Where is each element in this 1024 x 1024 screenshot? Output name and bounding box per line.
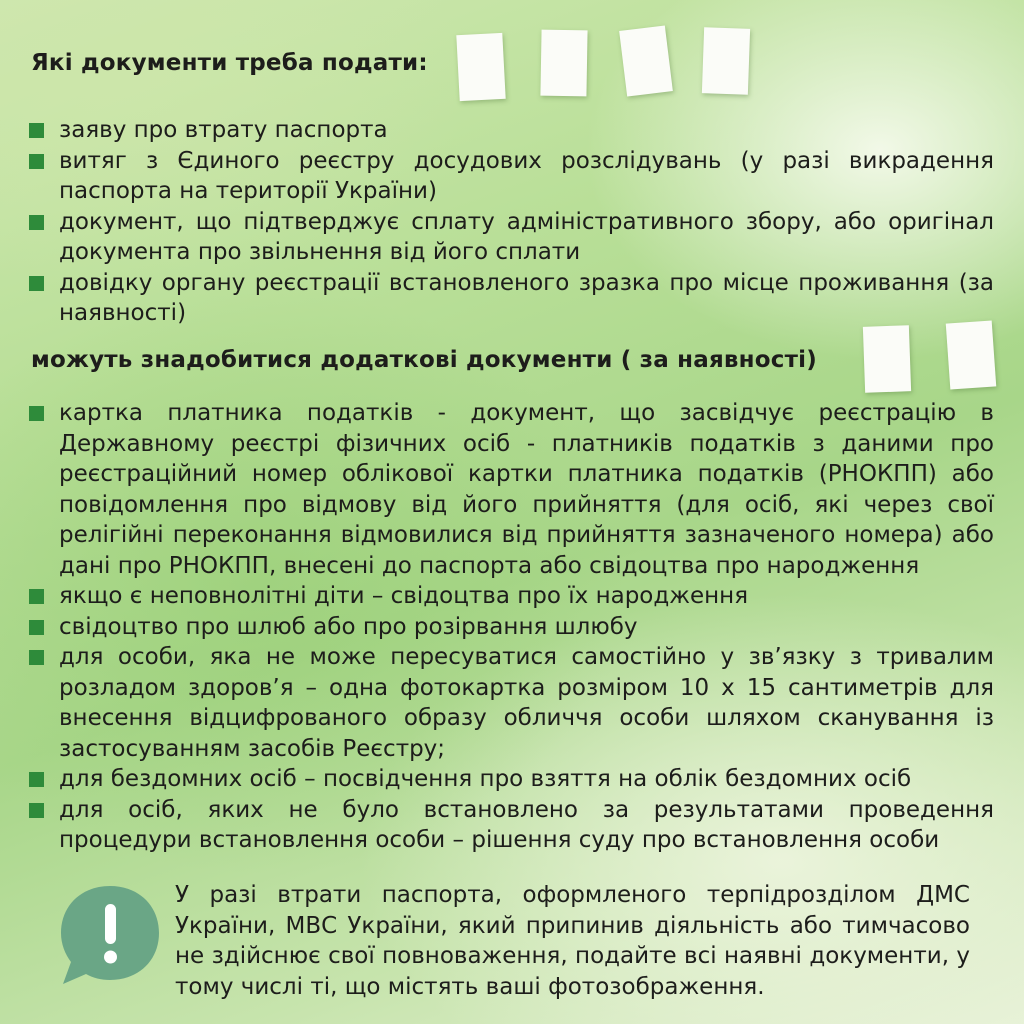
list-item xyxy=(28,115,994,146)
exclamation-icon xyxy=(55,880,165,990)
list-item xyxy=(28,612,994,643)
list-item xyxy=(28,795,994,856)
paper-sheet-decoration xyxy=(540,30,587,97)
list-item xyxy=(28,207,994,268)
list-item-text: для осіб, яких не було встановлено за результатами проведення процедури встановлення особи – рішення суду про встановлення особи xyxy=(59,796,994,853)
list-item-text: якщо є неповнолітні діти – свідоцтва про їх народження xyxy=(59,583,749,609)
list-item-text: витяг з Єдиного реєстру досудових розслідувань (у разі викрадення паспорта на території України) xyxy=(59,147,994,204)
list-item xyxy=(28,268,994,329)
bullet-square-icon xyxy=(29,123,44,138)
list-item-text: для бездомних осіб – посвідчення про взяття на облік бездомних осіб xyxy=(59,766,912,792)
paper-sheet-decoration xyxy=(946,320,996,389)
list-item-text: документ, що підтверджує сплату адміністративного збору, або оригінал документа про звільнення від його сплати xyxy=(59,208,994,265)
list-item-text: довідку органу реєстрації встановленого зразка про місце проживання (за наявності) xyxy=(59,269,994,326)
section2-title: можуть знадобитися додаткові документи ( за наявності) xyxy=(31,347,817,373)
bullet-square-icon xyxy=(29,589,44,604)
list-item xyxy=(28,764,994,795)
paper-sheet-decoration xyxy=(456,33,505,101)
bullet-square-icon xyxy=(29,620,44,635)
list-item-text: для особи, яка не може пересуватися самостійно у зв’язку з тривалим розладом здоров’я – одна фотокартка розміром 10 х 15 сантиметрів для внесення відцифрованого образу обличчя особи шляхом сканування із застосуванням засобів Реєстру; xyxy=(59,644,994,762)
bullet-square-icon xyxy=(29,406,44,421)
list-item xyxy=(28,581,994,612)
bullet-square-icon xyxy=(29,772,44,787)
list-item xyxy=(28,398,994,581)
bullet-square-icon xyxy=(29,154,44,169)
paper-sheet-decoration xyxy=(702,27,750,95)
list-item-text: свідоцтво про шлюб або про розірвання шлюбу xyxy=(59,613,638,640)
paper-sheet-decoration xyxy=(619,25,673,96)
bullet-square-icon xyxy=(29,650,44,665)
bullet-square-icon xyxy=(29,276,44,291)
list-item-text: заяву про втрату паспорта xyxy=(59,117,388,143)
list-item-text: картка платника податків - документ, що засвідчує реєстрацію в Державному реєстрі фізичних осіб - платників податків з даними про реєстраційний номер облікової картки платника податків (РНОКПП) або повідомлення про відмову від його прийняття (для осіб, які через свої релігійні переконання відмовилися від прийняття зазначеного номера) або дані про РНОКПП, внесені до паспорта або свідоцтва про народження xyxy=(59,400,994,579)
paper-sheet-decoration xyxy=(863,325,911,393)
bullet-square-icon xyxy=(29,803,44,818)
list-item xyxy=(28,146,994,207)
list-item xyxy=(28,642,994,764)
additional-documents-list xyxy=(28,398,994,856)
note-text: У разі втрати паспорта, оформленого терпідрозділом ДМС України, МВС України, який припинив діяльність або тимчасово не здійснює свої повноваження, подайте всі наявні документи, у тому числі ті, що містять ваші фотозображення. xyxy=(175,882,970,1000)
section1-title: Які документи треба подати: xyxy=(31,50,428,76)
bullet-square-icon xyxy=(29,215,44,230)
required-documents-list xyxy=(28,115,994,329)
